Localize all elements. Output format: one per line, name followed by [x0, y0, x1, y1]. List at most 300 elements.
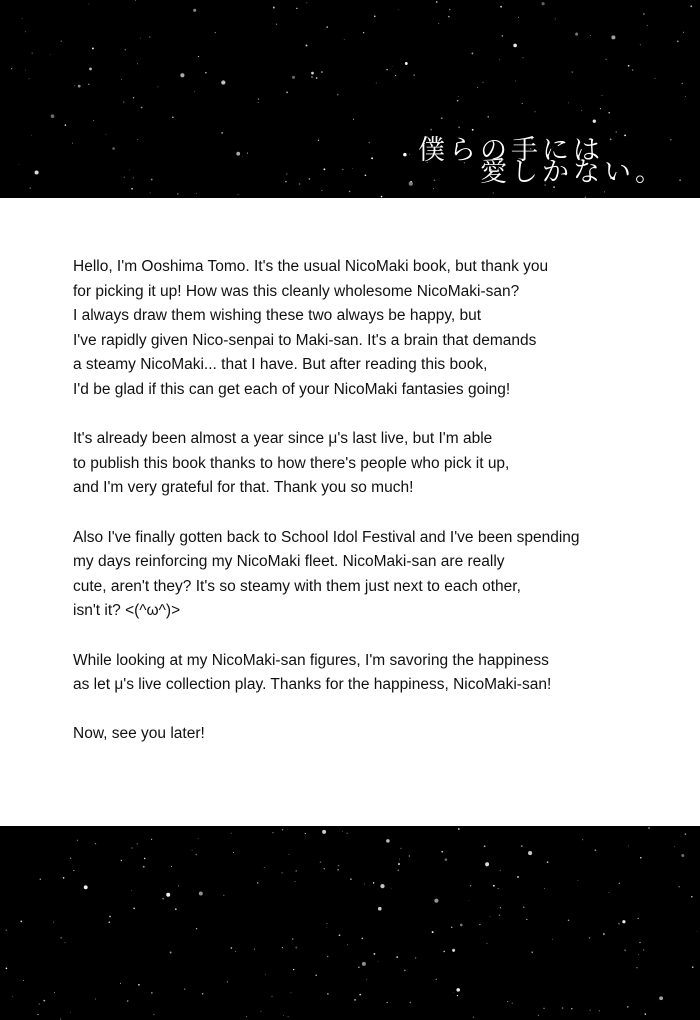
star	[261, 1011, 262, 1012]
star	[441, 851, 443, 853]
star	[133, 177, 134, 178]
star	[78, 85, 81, 88]
text-line: as let μ's live collection play. Thanks for the happiness, NicoMaki-san!	[73, 676, 552, 694]
star	[193, 9, 196, 12]
star	[697, 931, 698, 932]
star	[273, 6, 275, 8]
star	[683, 32, 684, 33]
star	[400, 848, 401, 849]
star	[534, 111, 535, 112]
star	[257, 882, 258, 883]
star	[95, 843, 96, 844]
star	[500, 907, 501, 908]
star	[627, 1006, 629, 1008]
star	[338, 865, 340, 867]
star	[484, 845, 486, 847]
star	[526, 919, 527, 920]
star	[603, 933, 605, 935]
star	[288, 854, 289, 855]
star	[443, 951, 445, 953]
star	[493, 885, 495, 887]
star	[60, 1018, 61, 1019]
star	[685, 96, 686, 97]
star	[373, 882, 374, 883]
star	[344, 39, 345, 40]
star	[327, 993, 328, 994]
star	[236, 152, 240, 156]
star	[691, 896, 693, 898]
star	[309, 178, 311, 180]
star	[515, 81, 516, 82]
star	[342, 831, 343, 832]
star	[543, 1008, 544, 1009]
star	[453, 992, 454, 993]
star	[354, 999, 356, 1001]
star	[468, 900, 469, 901]
star	[6, 968, 8, 970]
text-line: I'd be glad if this can get each of your NicoMaki fantasies going!	[73, 380, 511, 398]
star	[568, 920, 569, 921]
star	[40, 878, 41, 879]
star	[171, 866, 172, 867]
star	[264, 867, 265, 868]
star	[315, 974, 317, 976]
star	[342, 169, 343, 170]
star	[378, 961, 379, 962]
star	[337, 869, 338, 870]
star	[321, 71, 323, 73]
star	[552, 939, 553, 940]
star	[575, 33, 578, 36]
star	[679, 886, 680, 887]
star	[685, 833, 687, 835]
star	[682, 83, 683, 84]
star	[449, 9, 451, 11]
star	[247, 153, 248, 154]
star	[238, 194, 239, 195]
star	[286, 92, 288, 94]
star	[636, 967, 637, 968]
star	[410, 181, 411, 182]
star	[638, 918, 639, 919]
star	[321, 190, 322, 191]
star	[292, 76, 295, 79]
star	[37, 1014, 38, 1015]
star	[502, 35, 503, 36]
star	[654, 78, 655, 79]
star	[326, 923, 327, 924]
star	[74, 85, 75, 86]
star	[485, 862, 489, 866]
star	[499, 915, 500, 916]
star	[324, 868, 325, 869]
star	[436, 1, 438, 3]
star	[258, 98, 259, 99]
star	[292, 938, 294, 940]
star	[73, 870, 74, 871]
star	[490, 916, 491, 917]
star	[643, 13, 644, 14]
star	[581, 110, 582, 111]
star	[6, 930, 7, 931]
star	[405, 62, 408, 65]
paragraph-4	[73, 649, 673, 698]
star	[500, 6, 502, 8]
star	[124, 177, 125, 178]
star	[523, 906, 525, 908]
star	[376, 83, 377, 84]
star	[374, 15, 376, 17]
star	[362, 962, 366, 966]
star	[231, 833, 232, 834]
star	[233, 852, 234, 853]
star	[60, 937, 61, 938]
star	[254, 949, 255, 950]
star	[403, 153, 407, 157]
star	[369, 142, 370, 143]
star	[138, 984, 140, 986]
star	[538, 1015, 539, 1016]
star	[205, 72, 207, 74]
star	[231, 947, 233, 949]
paragraph-5	[73, 722, 673, 747]
star	[628, 845, 629, 846]
star	[129, 170, 130, 171]
star	[320, 861, 322, 863]
star	[198, 56, 199, 57]
star	[131, 890, 132, 891]
star	[151, 839, 152, 840]
star	[140, 38, 141, 39]
paragraph-3	[73, 526, 673, 624]
star	[452, 949, 455, 952]
star	[162, 898, 163, 899]
star	[521, 845, 523, 847]
star	[88, 4, 89, 5]
star	[555, 18, 556, 19]
star	[434, 899, 438, 903]
star	[599, 1010, 600, 1011]
star	[296, 8, 297, 9]
star	[29, 78, 30, 79]
star	[89, 67, 92, 70]
text-line: I always draw them wishing these two always be happy, but	[73, 307, 482, 325]
star	[479, 924, 480, 925]
star	[512, 1003, 513, 1004]
star	[458, 828, 460, 830]
star	[32, 53, 33, 54]
star	[326, 26, 327, 27]
star	[486, 943, 487, 944]
star	[347, 944, 348, 945]
star	[271, 996, 272, 997]
star	[349, 191, 351, 193]
star	[638, 954, 639, 955]
star	[619, 883, 620, 884]
star	[198, 838, 199, 839]
star	[353, 119, 354, 120]
star	[460, 924, 463, 927]
star	[318, 140, 319, 141]
star	[286, 173, 287, 174]
star	[578, 880, 579, 881]
star	[415, 957, 416, 958]
text-line: Also I've finally gotten back to School Idol Festival and I've been spending	[73, 528, 580, 546]
star	[522, 57, 523, 58]
star	[507, 1001, 508, 1002]
star	[518, 17, 519, 18]
afterword-page	[0, 198, 700, 826]
star	[131, 188, 133, 190]
star	[51, 114, 55, 118]
star	[477, 87, 478, 88]
star	[288, 1016, 289, 1017]
star	[413, 74, 415, 76]
star	[640, 857, 642, 859]
star	[184, 989, 185, 990]
star	[528, 851, 532, 855]
star	[432, 931, 434, 933]
star	[681, 854, 684, 857]
text-line: for picking it up! How was this cleanly wholesome NicoMaki-san?	[73, 282, 520, 300]
star	[622, 920, 625, 923]
star	[311, 72, 314, 75]
star	[326, 927, 327, 928]
star	[282, 947, 283, 948]
star	[438, 23, 439, 24]
star	[499, 59, 500, 60]
starfield-bottom-graphic	[0, 826, 700, 1020]
star	[640, 44, 641, 45]
star	[65, 124, 66, 125]
star	[473, 1017, 474, 1018]
star	[53, 922, 54, 923]
star	[522, 103, 523, 104]
star	[157, 86, 158, 87]
star	[63, 877, 65, 879]
star	[276, 24, 277, 25]
star	[20, 921, 22, 923]
star	[246, 1016, 247, 1017]
star	[470, 885, 471, 886]
star	[347, 833, 348, 834]
star	[112, 147, 115, 150]
star	[137, 139, 138, 140]
star	[457, 995, 458, 996]
star	[692, 966, 694, 968]
star	[265, 974, 266, 975]
star	[196, 193, 197, 194]
star	[395, 75, 396, 76]
star	[299, 183, 301, 185]
star	[133, 97, 134, 98]
star	[498, 888, 499, 889]
star	[95, 998, 96, 999]
star	[127, 1000, 129, 1002]
star	[141, 107, 143, 109]
star	[371, 157, 373, 159]
star	[137, 843, 138, 844]
star	[84, 885, 88, 889]
star	[88, 84, 90, 86]
star	[39, 1003, 40, 1004]
star	[180, 73, 184, 77]
star	[604, 191, 605, 192]
star	[70, 858, 71, 859]
star	[361, 938, 363, 940]
star	[149, 36, 151, 38]
star	[305, 833, 306, 834]
star	[177, 193, 178, 194]
star	[500, 870, 501, 871]
star	[441, 117, 443, 119]
star	[70, 1012, 71, 1013]
star	[352, 168, 353, 169]
star	[143, 866, 145, 868]
star	[690, 5, 692, 7]
star	[23, 980, 24, 981]
text-line: and I'm very grateful for that. Thank you so much!	[73, 479, 414, 497]
star	[542, 2, 545, 5]
star	[386, 69, 388, 71]
star	[22, 18, 23, 19]
star	[195, 854, 197, 856]
star	[364, 884, 365, 885]
star	[202, 993, 204, 995]
star	[409, 855, 410, 856]
star	[386, 839, 390, 843]
star	[92, 47, 94, 49]
star	[391, 888, 392, 889]
star	[647, 25, 648, 26]
starfield-footer	[0, 826, 700, 1020]
star	[43, 1000, 45, 1002]
star	[339, 934, 341, 936]
star	[175, 908, 177, 910]
star	[373, 953, 375, 955]
star	[606, 59, 607, 60]
star	[572, 72, 573, 73]
star	[433, 188, 434, 189]
star	[358, 967, 359, 968]
title-line-1: 僕らの手には	[418, 135, 604, 166]
star	[172, 116, 174, 118]
star	[659, 996, 663, 1000]
star	[409, 1002, 411, 1004]
starfield-header	[0, 0, 700, 198]
star	[199, 892, 203, 896]
star	[196, 928, 197, 929]
star	[294, 881, 295, 882]
star	[517, 876, 519, 878]
star	[608, 892, 609, 893]
star	[306, 2, 307, 3]
star	[283, 1015, 284, 1016]
star	[380, 884, 384, 888]
star	[35, 170, 39, 174]
star	[30, 187, 31, 188]
star	[282, 829, 283, 830]
text-line: a steamy NicoMaki... that I have. But after reading this book,	[73, 356, 488, 374]
star	[123, 101, 124, 102]
star	[215, 32, 216, 33]
star	[547, 861, 549, 863]
star	[392, 66, 393, 67]
star	[178, 886, 179, 887]
star	[282, 872, 283, 873]
star	[72, 143, 73, 144]
star	[194, 91, 195, 92]
star	[306, 45, 308, 47]
star	[50, 54, 51, 55]
star	[25, 70, 26, 71]
star	[457, 100, 459, 102]
star	[359, 994, 361, 996]
text-line: isn't it? <(^ω^)>	[73, 602, 181, 620]
star	[153, 1014, 154, 1015]
star	[618, 923, 620, 925]
star	[624, 949, 626, 951]
star	[593, 120, 596, 123]
star	[448, 16, 450, 18]
star	[365, 174, 367, 176]
star	[399, 859, 400, 860]
star	[590, 35, 591, 36]
star	[170, 952, 172, 954]
text-line: to publish this book thanks to how there's people who pick it up,	[73, 454, 510, 472]
star	[595, 849, 597, 851]
star	[602, 95, 603, 96]
star	[679, 179, 680, 180]
paragraph-2	[73, 427, 673, 501]
title-line-2: 愛しかない。	[480, 157, 666, 188]
star	[398, 863, 400, 865]
star	[398, 9, 399, 10]
star	[544, 888, 545, 889]
text-line: It's already been almost a year since μ's last live, but I'm able	[73, 430, 493, 448]
star	[150, 192, 151, 193]
text-line: Hello, I'm Ooshima Tomo. It's the usual NicoMaki book, but thank you	[73, 258, 549, 275]
star	[221, 132, 223, 134]
star	[445, 858, 448, 861]
star	[151, 179, 153, 181]
star	[31, 135, 32, 136]
star	[235, 951, 236, 952]
star	[350, 878, 351, 879]
star	[632, 69, 633, 70]
star	[192, 850, 193, 851]
star	[295, 870, 297, 872]
star	[258, 102, 259, 103]
star	[493, 192, 494, 193]
star	[488, 116, 489, 117]
star	[639, 942, 640, 943]
star	[121, 860, 122, 861]
star	[65, 942, 66, 943]
star	[285, 181, 287, 183]
star	[645, 1013, 646, 1014]
star	[125, 49, 126, 50]
star	[486, 866, 487, 867]
text-line: my days reinforcing my NicoMaki fleet. NicoMaki-san are really	[73, 553, 505, 571]
star	[11, 68, 12, 69]
star	[608, 112, 610, 114]
star	[19, 164, 20, 165]
star	[458, 96, 459, 97]
star	[106, 134, 107, 135]
star	[322, 830, 326, 834]
star	[409, 154, 410, 155]
